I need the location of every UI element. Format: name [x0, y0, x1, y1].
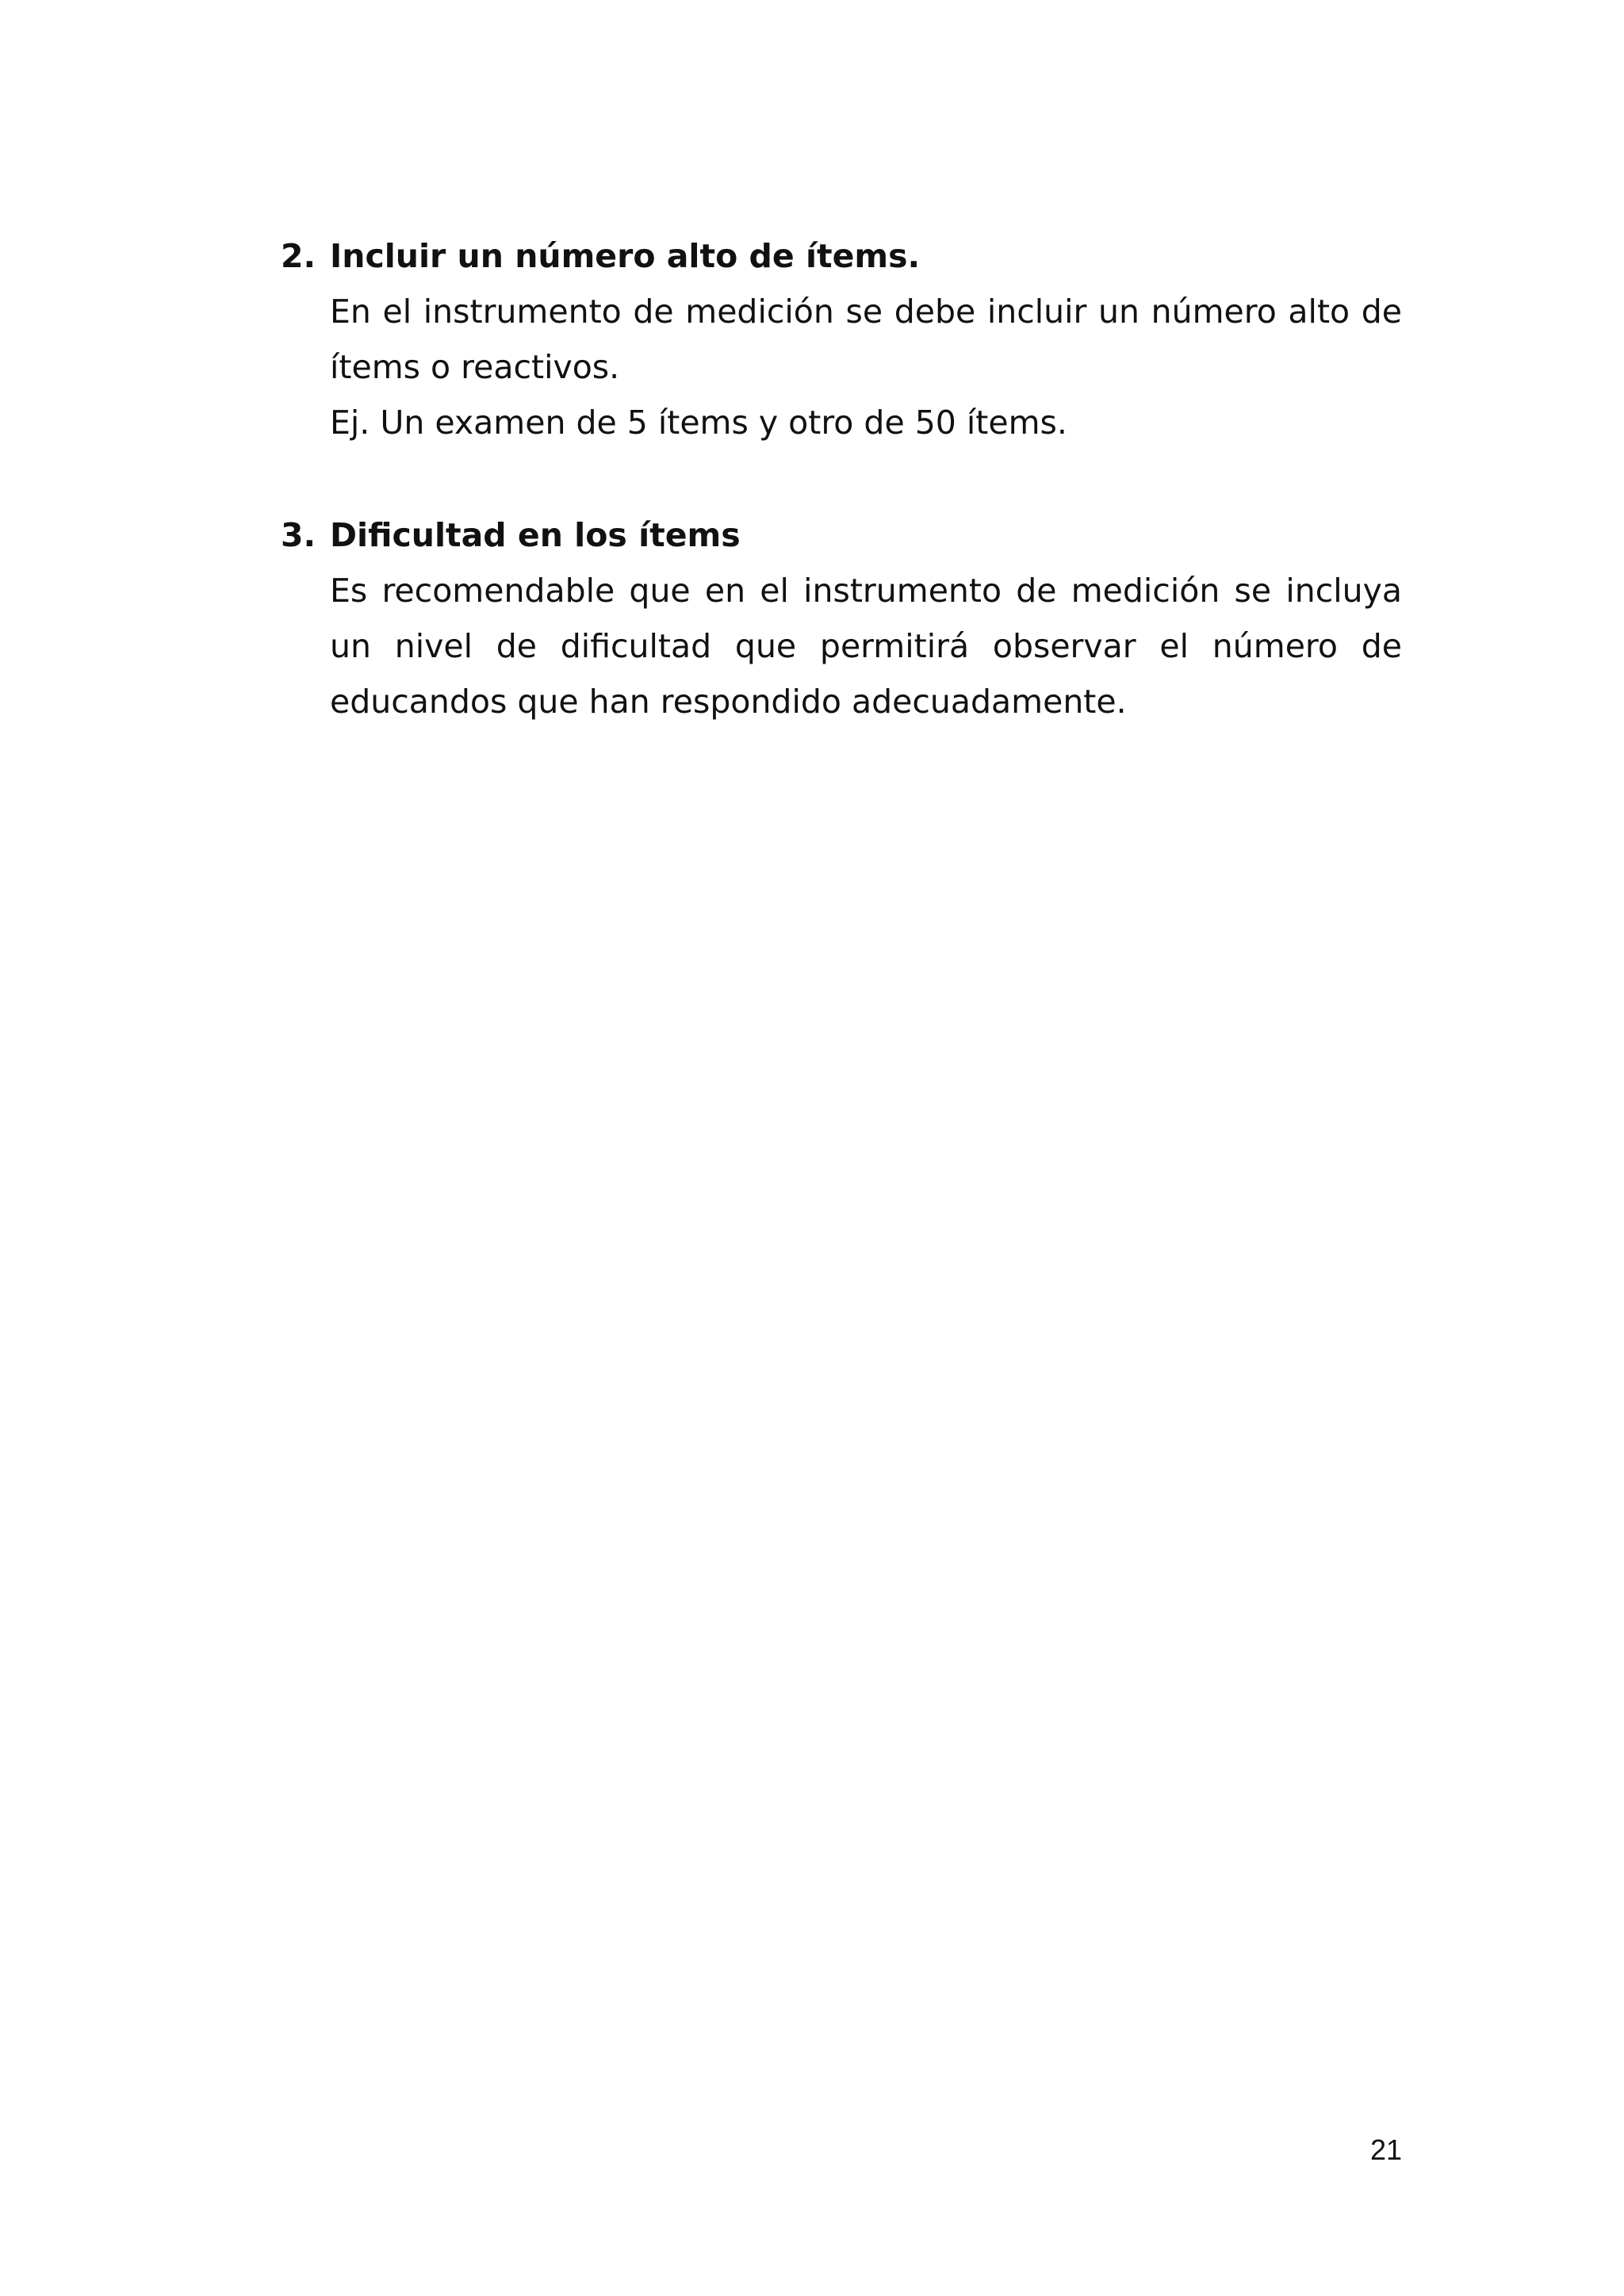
example-paragraph: Ej. Un examen de 5 ítems y otro de 50 ítems. [330, 404, 1067, 442]
section-heading [281, 228, 1402, 284]
item-number: 3. [281, 516, 316, 554]
item-number: 2. [281, 237, 316, 275]
list-item-3 [281, 507, 1402, 729]
section-body [330, 563, 1402, 729]
section-body [330, 284, 1402, 450]
section-heading [281, 507, 1402, 563]
heading-text: Dificultad en los ítems [330, 516, 741, 554]
page-number: 21 [1369, 2133, 1402, 2166]
body-paragraph: En el instrumento de medición se debe incluir un número alto de ítems o reactivos. [330, 293, 1402, 386]
heading-text: Incluir un número alto de ítems. [330, 237, 921, 275]
body-paragraph: Es recomendable que en el instrumento de medición se incluya un nivel de dificultad que permitirá observar el número de educandos que han respondido adecuadamente. [330, 572, 1402, 721]
list-item-2 [281, 228, 1402, 450]
